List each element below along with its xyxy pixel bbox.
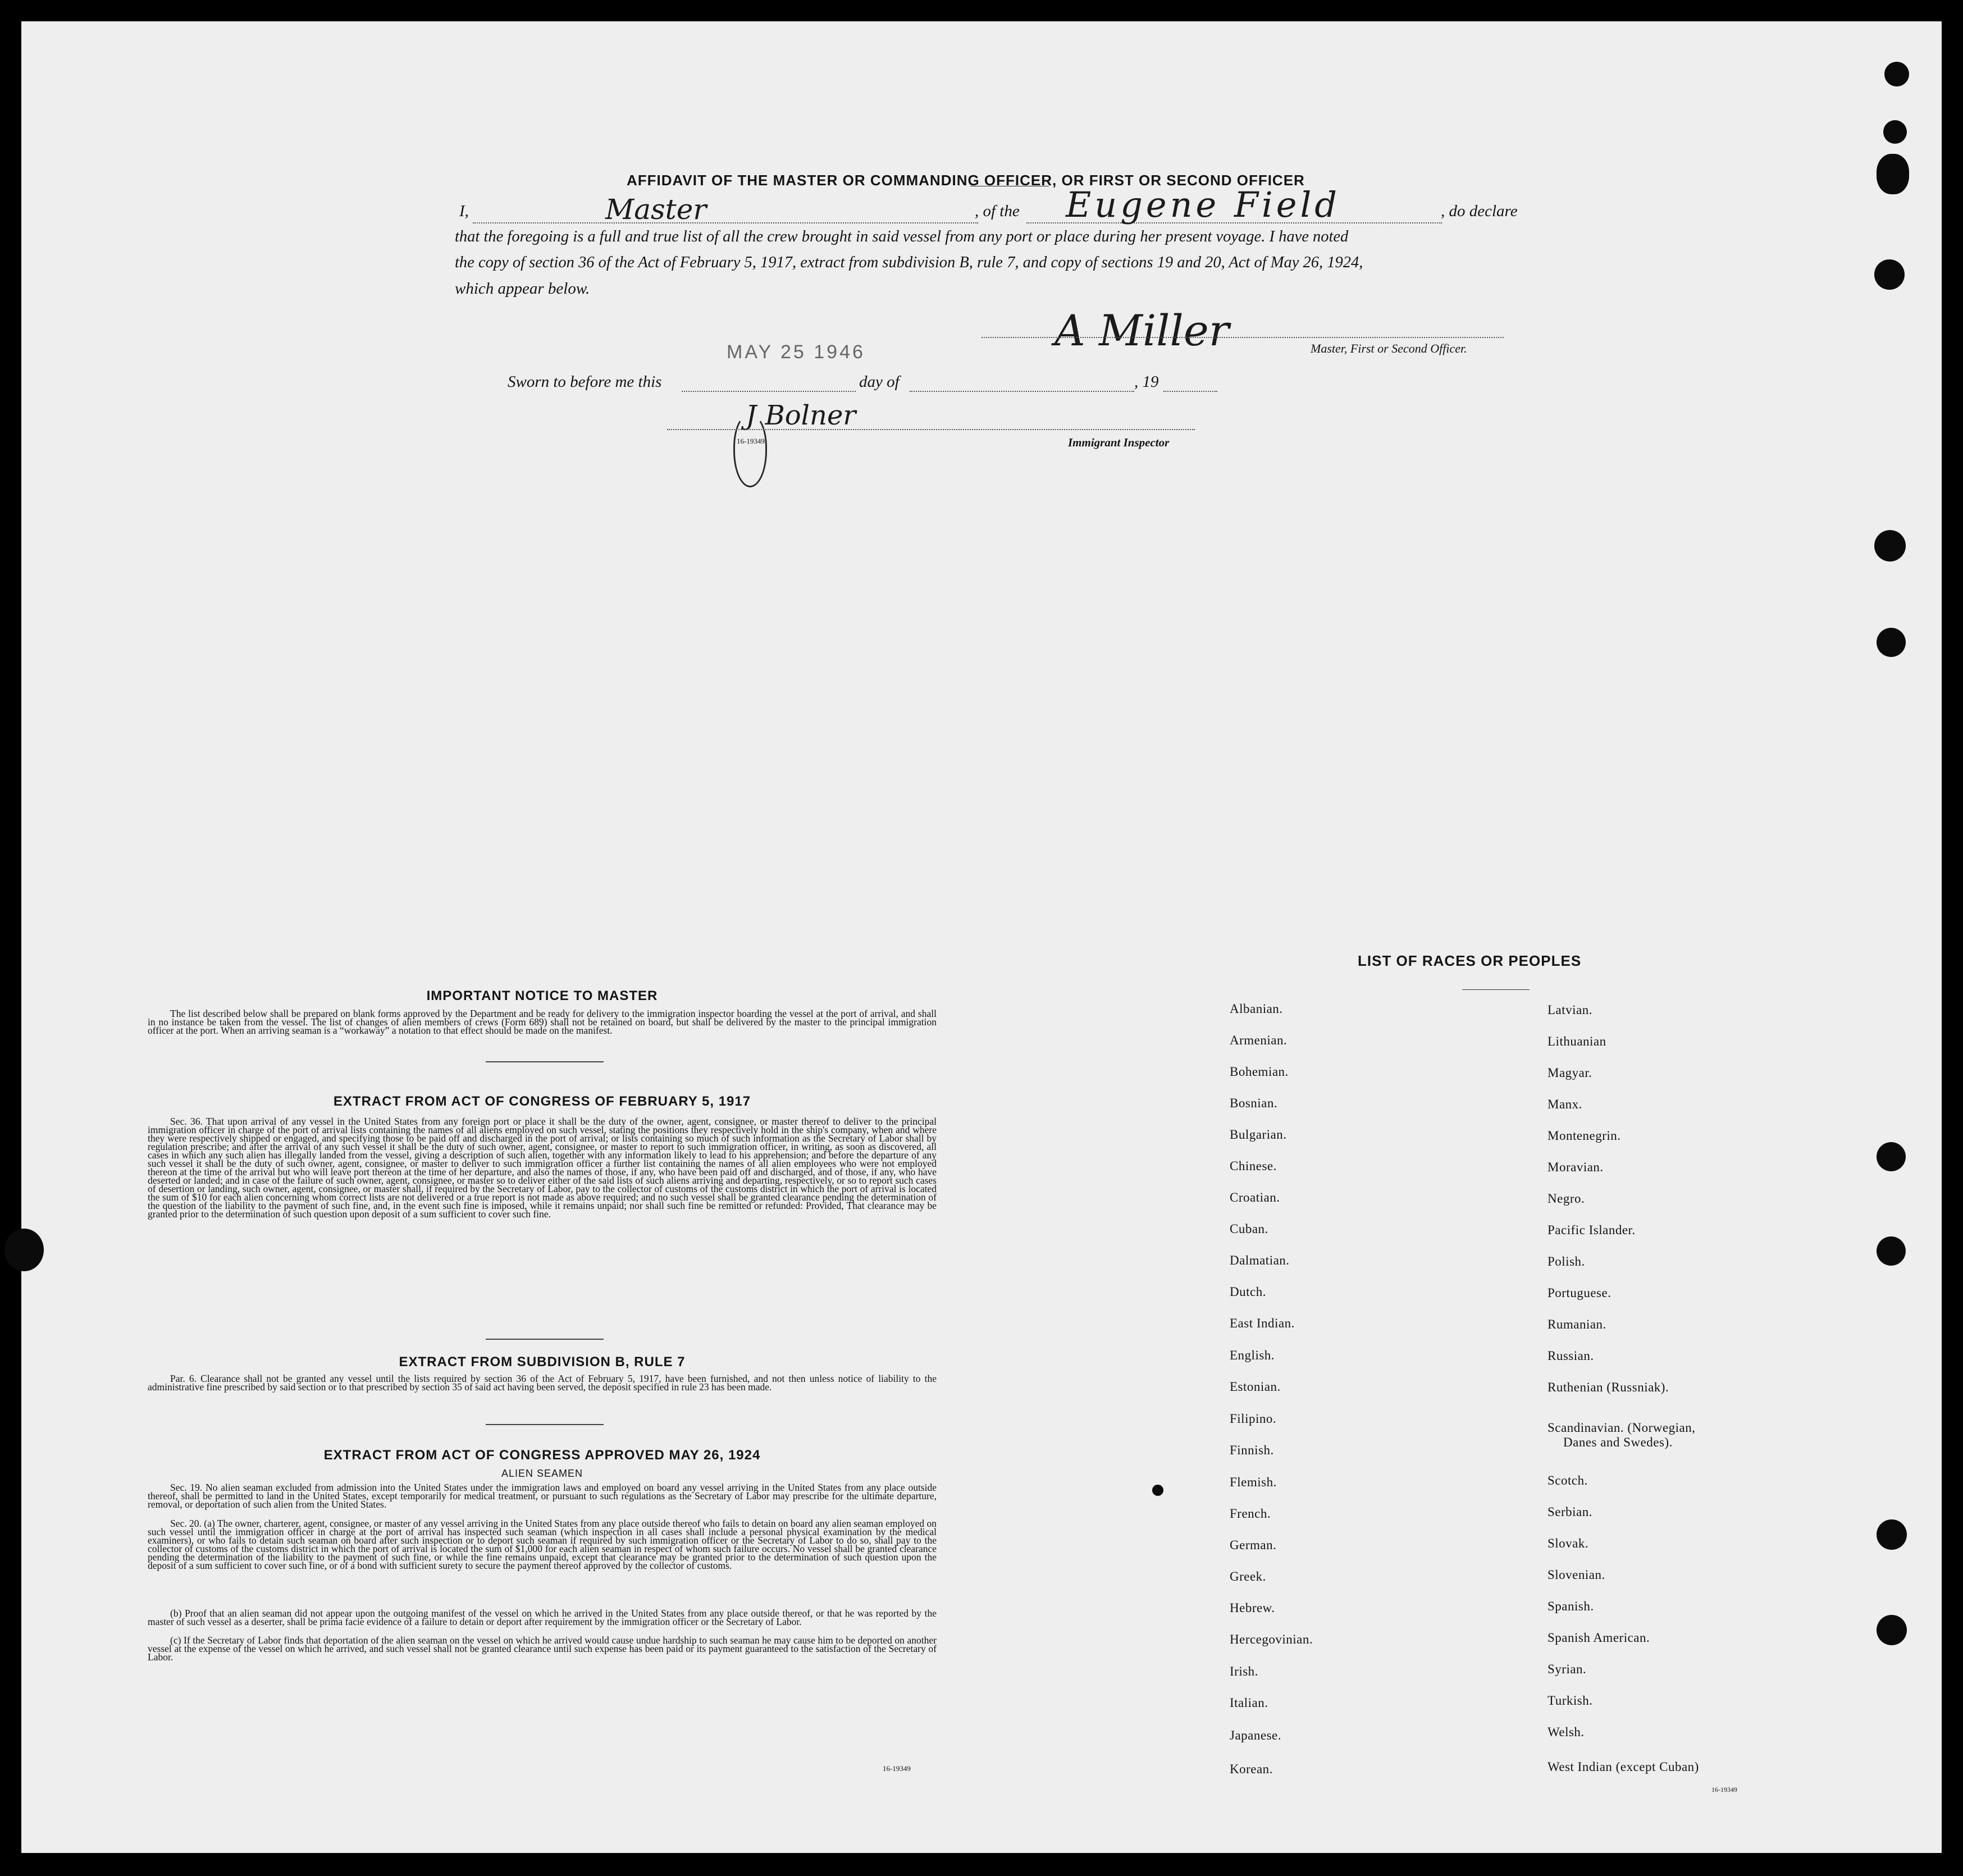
race-item: Cuban. xyxy=(1230,1222,1268,1236)
race-item: Ruthenian (Russniak). xyxy=(1547,1380,1669,1394)
punch-hole xyxy=(1877,1615,1907,1645)
divider xyxy=(486,1424,604,1425)
race-item: Polish. xyxy=(1547,1254,1585,1268)
race-item: Spanish. xyxy=(1547,1599,1594,1613)
punch-hole xyxy=(1877,1142,1906,1171)
race-item: Montenegrin. xyxy=(1547,1129,1621,1143)
race-item: Filipino. xyxy=(1230,1412,1277,1426)
race-item: Korean. xyxy=(1230,1762,1273,1776)
punch-hole xyxy=(1877,154,1909,194)
year-prefix: , 19 xyxy=(1134,373,1159,391)
sworn-prefix: Sworn to before me this xyxy=(508,373,662,391)
sec-19: Sec. 19. No alien seaman excluded from admission into the United States under the immigration laws and employed on board any vessel arriving in the United States from any place outside thereof, shall be permitted to land in the United States, except temporarily for medical treatment, or pursuant to such regulations as the Secretary of Labor may prescribe for the ultimate departure, removal, or deportation of such alien from the United States. xyxy=(148,1482,937,1510)
races-form-number: 16-19349 xyxy=(1711,1786,1737,1793)
extract-rule7-title: EXTRACT FROM SUBDIVISION B, RULE 7 xyxy=(399,1354,686,1370)
race-item: Dutch. xyxy=(1230,1285,1266,1299)
document-page xyxy=(21,21,1942,1853)
i-label: I, xyxy=(459,202,469,220)
punch-hole xyxy=(4,1229,44,1271)
punch-hole xyxy=(1883,120,1907,144)
inspector-caption: Immigrant Inspector xyxy=(1068,436,1170,449)
do-declare: , do declare xyxy=(1441,202,1518,220)
sworn-day-line xyxy=(682,391,856,392)
race-item: Estonian. xyxy=(1230,1380,1281,1394)
sworn-month-line xyxy=(910,391,1134,392)
affidavit-line-4: which appear below. xyxy=(455,280,590,298)
race-item: Danes and Swedes). xyxy=(1563,1435,1673,1449)
race-item: Moravian. xyxy=(1547,1160,1604,1174)
race-item: Scandinavian. (Norwegian, xyxy=(1547,1421,1696,1435)
of-the-label: , of the xyxy=(975,202,1020,220)
sworn-year-line xyxy=(1163,391,1217,392)
race-item: East Indian. xyxy=(1230,1316,1295,1330)
race-item: Magyar. xyxy=(1547,1066,1592,1080)
affidavit-line-3: the copy of section 36 of the Act of February 5, 1917, extract from subdivision B, rule 7, and copy of sections 19 and 20, Act of May 26, 1924, xyxy=(455,254,1363,271)
punch-hole xyxy=(1874,259,1905,290)
inspector-signature: J Bolner xyxy=(746,400,856,431)
punch-hole xyxy=(1877,628,1906,657)
day-of-label: day of xyxy=(859,373,900,391)
race-item: Scotch. xyxy=(1547,1473,1588,1487)
sec-20c: (c) If the Secretary of Labor finds that deportation of the alien seaman on the vessel on which he arrived would cause undue hardship to such seaman he may cause him to be deported on another vessel at the expense of the vessel on which he arrived, and such vessel shall not be granted clearance until such expense has been paid or its payment guaranteed to the satisfaction of the Secretary of Labor. xyxy=(148,1635,937,1663)
notice-form-number: 16-19349 xyxy=(883,1764,911,1773)
date-stamp: MAY 25 1946 xyxy=(727,341,865,363)
divider xyxy=(486,1339,604,1340)
extract-1917-title: EXTRACT FROM ACT OF CONGRESS OF FEBRUARY 5, 1917 xyxy=(333,1094,751,1109)
race-item: Syrian. xyxy=(1547,1662,1587,1676)
affidavit-title: AFFIDAVIT OF THE MASTER OR COMMANDING OFFICER, OR FIRST OR SECOND OFFICER xyxy=(627,172,1305,189)
master-signature: A Miller xyxy=(1054,305,1230,355)
race-item: Portuguese. xyxy=(1547,1286,1612,1300)
rank-handwritten: Master xyxy=(605,193,707,226)
extract-rule7-body: Par. 6. Clearance shall not be granted any vessel until the lists required by section 36 of the Act of February 5, 1917, have been furnished, and not then unless notice of liability to the administrative fine prescribed by said section or to that prescribed by section 35 of said act having been served, the deposit specified in rule 23 has been made. xyxy=(148,1373,937,1393)
rank-line xyxy=(473,222,978,223)
inspector-form-number: 16-19349 xyxy=(737,437,765,445)
ink-dot xyxy=(1152,1485,1163,1496)
race-item: Bohemian. xyxy=(1230,1065,1289,1079)
race-item: Irish. xyxy=(1230,1664,1258,1678)
race-item: Negro. xyxy=(1547,1192,1585,1206)
extract-1924-subtitle: ALIEN SEAMEN xyxy=(501,1468,583,1479)
inspector-flourish xyxy=(733,414,767,487)
sec-20b: (b) Proof that an alien seaman did not appear upon the outgoing manifest of the vessel on which he arrived in the United States from any place outside thereof, or that he was reported by the master of such vessel as a deserter, shall be prima facie evidence of a failure to detain or deport after requirement by the immigration officer or the Secretary of Labor. xyxy=(148,1608,937,1627)
punch-hole xyxy=(1884,62,1909,86)
vessel-handwritten: Eugene Field xyxy=(1066,184,1340,225)
race-item: Japanese. xyxy=(1230,1728,1281,1742)
race-item: Flemish. xyxy=(1230,1475,1277,1489)
race-item: Bosnian. xyxy=(1230,1096,1278,1110)
race-item: West Indian (except Cuban) xyxy=(1547,1760,1699,1774)
notice-body: The list described below shall be prepared on blank forms approved by the Department and be ready for delivery to the immigration inspector boarding the vessel at the port of arrival, and shall in no instance be taken from the vessel. The list of changes of alien members of crews (Form 689) shall not be retained on board, but shall be delivered by the master to the principal immigration officer at the port. When an arriving seaman is a “workaway” a notation to that effect should be made on the manifest. xyxy=(148,1008,937,1036)
races-title: LIST OF RACES OR PEOPLES xyxy=(1358,952,1582,969)
race-item: German. xyxy=(1230,1538,1277,1552)
notice-title: IMPORTANT NOTICE TO MASTER xyxy=(426,988,658,1003)
punch-hole xyxy=(1877,1236,1906,1266)
race-item: Italian. xyxy=(1230,1696,1268,1710)
punch-hole xyxy=(1874,530,1906,562)
race-item: Bulgarian. xyxy=(1230,1128,1287,1142)
races-title-underline xyxy=(1462,989,1530,990)
affidavit-line-2: that the foregoing is a full and true list of all the crew brought in said vessel from any port or place during her present voyage. I have noted xyxy=(455,228,1349,245)
race-item: French. xyxy=(1230,1507,1271,1521)
signature-caption: Master, First or Second Officer. xyxy=(1311,341,1467,355)
race-item: Slovak. xyxy=(1547,1536,1589,1550)
race-item: Greek. xyxy=(1230,1569,1266,1583)
race-item: Chinese. xyxy=(1230,1159,1277,1173)
divider xyxy=(486,1061,604,1062)
sec-20a: Sec. 20. (a) The owner, charterer, agent, consignee, or master of any vessel arriving in the United States from any place outside thereof who fails to detain on board any alien seaman employed on such vessel until the immigration officer in charge at the port of arrival has inspected such seaman (which inspection in all cases shall include a personal physical examination by the medical examiners), or who fails to detain such seaman on board after such inspection or to deport such seaman if required by such immigration officer or the Secretary of Labor to do so, shall pay to the collector of customs of the customs district in which the port of arrival is located the sum of $1,000 for each alien seaman in respect of whom such failure occurs. No vessel shall be granted clearance pending the determination of the liability to the payment of such fine, or while the fine remains unpaid, except that clearance may be granted prior to the determination of such question upon the deposit of a sum sufficient to cover such fine, or of a bond with sufficient surety to secure the payment thereof approved by the collector of customs. xyxy=(148,1518,937,1571)
race-item: Russian. xyxy=(1547,1349,1594,1363)
signature-line xyxy=(982,337,1504,338)
race-item: Serbian. xyxy=(1547,1505,1593,1519)
race-item: Hercegovinian. xyxy=(1230,1632,1313,1646)
race-item: Turkish. xyxy=(1547,1694,1593,1708)
race-item: Slovenian. xyxy=(1547,1568,1605,1582)
extract-1924-title: EXTRACT FROM ACT OF CONGRESS APPROVED MAY 26, 1924 xyxy=(323,1448,761,1463)
race-item: Pacific Islander. xyxy=(1547,1223,1636,1237)
race-item: Albanian. xyxy=(1230,1002,1283,1016)
race-item: Spanish American. xyxy=(1547,1631,1650,1645)
race-item: Rumanian. xyxy=(1547,1317,1606,1331)
punch-hole xyxy=(1877,1519,1907,1550)
race-item: Welsh. xyxy=(1547,1725,1585,1739)
extract-1917-body: Sec. 36. That upon arrival of any vessel in the United States from any foreign port or place it shall be the duty of the owner, agent, consignee, or master thereof to deliver to the principal immigration officer in charge of the port of arrival lists containing the names of all aliens employed on such vessel, stating the positions they respectively hold in the ship's company, when and where they were respectively shipped or engaged, and specifying those to be paid off and discharged in the port of arrival; or lists containing so much of such information as the Secretary of Labor shall by regulation prescribe; and after the arrival of any such vessel it shall be the duty of such owner, agent, consignee, or master to report to such immigration officer, in writing, as soon as discovered, all cases in which any such alien has illegally landed from the vessel, giving a description of such alien, together with any information likely to lead to his apprehension; and before the departure of any such vessel it shall be the duty of such owner, agent, consignee, or master to deliver to such immigration officer a further list containing the names of all alien employees who were not employed thereon at the time of the arrival but who will leave port thereon at the time of her departure, and also the names of those, if any, who have been paid off and discharged, and of those, if any, who have deserted or landed; and in case of the failure of such owner, agent, consignee, or master so to deliver either of the said lists of such aliens arriving and departing, respectively, or so to report such cases of desertion or landing, such owner, agent, consignee, or master shall, if required by the Secretary of Labor, pay to the collector of customs of the customs district in which the port of arrival is located the sum of $10 for each alien concerning whom correct lists are not delivered or a true report is not made as above required; and no such vessel shall be granted clearance pending the determination of the question of the liability to the payment of such fine, and, in the event such fine is imposed, while it remains unpaid; nor shall such fine be remitted or refunded: Provided, That clearance may be granted prior to the determination of such question upon deposit of a sum sufficient to cover such fine. xyxy=(148,1116,937,1220)
race-item: Finnish. xyxy=(1230,1443,1274,1457)
race-item: English. xyxy=(1230,1348,1275,1362)
race-item: Latvian. xyxy=(1547,1003,1592,1017)
race-item: Manx. xyxy=(1547,1097,1582,1111)
race-item: Lithuanian xyxy=(1547,1034,1606,1048)
race-item: Dalmatian. xyxy=(1230,1253,1290,1267)
race-item: Armenian. xyxy=(1230,1033,1288,1047)
race-item: Croatian. xyxy=(1230,1190,1280,1204)
race-item: Hebrew. xyxy=(1230,1601,1275,1615)
inspector-line xyxy=(667,429,1195,430)
